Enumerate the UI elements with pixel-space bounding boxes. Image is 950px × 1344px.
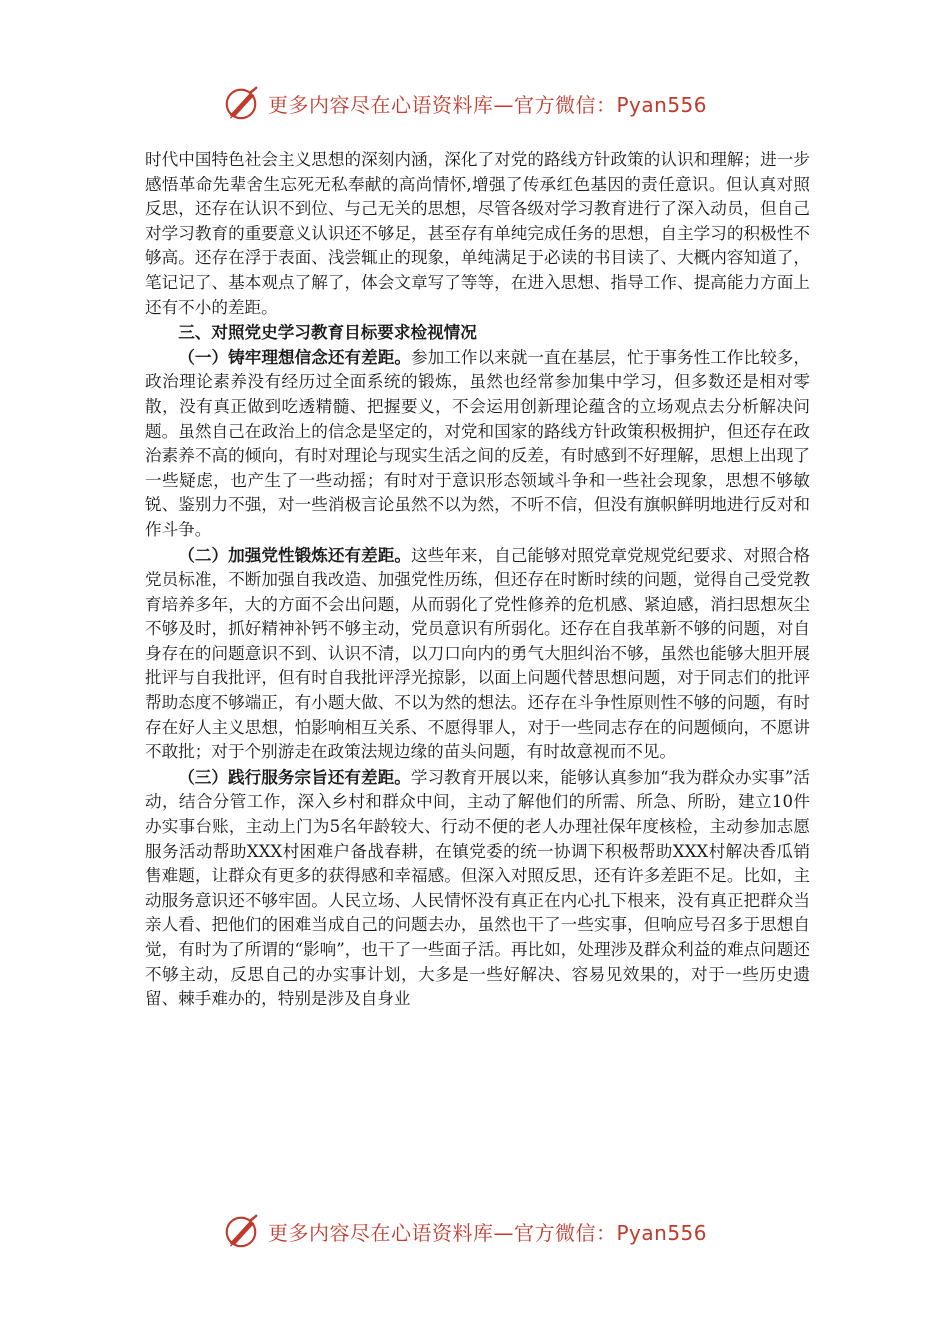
paragraph-party-spirit [145,543,810,765]
subheading-service: （三）践行服务宗旨还有差距。 [178,766,411,787]
paragraph-service-text: 学习教育开展以来，能够认真参加“我为群众办实事”活动，结合分管工作，深入乡村和群众中间，主动了解他们的所需、所急、所盼，建立10件办实事台账，主动上门为5名年龄较大、行动不便的老人办理社保年度核检，主动参加志愿服务活动帮助XXX村困难户备战春耕，在镇党委的统一协调下积极帮助XXX村解决香瓜销售难题，让群众有更多的获得感和幸福感。但深入对照反思，还有许多差距不足。比如，主动服务意识还不够牢固。人民立场、人民情怀没有真正在内心扎下根来，没有真正把群众当亲人看、把他们的困难当成自己的问题去办，虽然也干了一些实事，但响应号召多于思想自觉，有时为了所谓的“影响”，也干了一些面子活。再比如，处理涉及群众利益的难点问题还不够主动，反思自己的办实事计划，大多是一些好解决、容易见效果的，对于一些历史遗留、棘手难办的，特别是涉及自身业 [145,767,811,1009]
section-heading: 三、对照党史学习教育目标要求检视情况 [178,322,477,343]
header-banner [222,83,742,123]
paragraph-continuation: 时代中国特色社会主义思想的深刻内涵，深化了对党的路线方针政策的认识和理解；进一步感悟革命先辈舍生忘死无私奉献的高尚情怀,增强了传承红色基因的责任意识。但认真对照反思，还存在认识不到位、与己无关的思想，尽管各级对学习教育进行了深入动员，但自己对学习教育的重要意义认识还不够足，甚至存有单纯完成任务的思想，自主学习的积极性不够高。还存在浮于表面、浅尝辄止的现象，单纯满足于必读的书目读了、大概内容知道了，笔记记了、基本观点了解了，体会文章写了等等，在进入思想、指导工作、提高能力方面上还有不小的差距。 [145,150,810,317]
header-banner-text: 更多内容尽在心语资料库—官方微信：Pyan556 [268,92,708,117]
paragraph-faith [145,345,810,543]
document-body [145,148,810,1012]
subheading-party-spirit: （二）加强党性锻炼还有差距。 [178,544,411,565]
paragraph-service [145,765,810,1012]
pen-quill-logo-icon [222,1212,260,1250]
paragraph-faith-text: 参加工作以来就一直在基层，忙于事务性工作比较多，政治理论素养没有经历过全面系统的锻炼，虽然也经常参加集中学习，但多数还是相对零散，没有真正做到吃透精髓、把握要义，不会运用创新理论蕴含的立场观点去分析解决问题。虽然自己在政治上的信念是坚定的，对党和国家的路线方针政策积极拥护，但还存在政治素养不高的倾向，有时对理论与现实生活之间的反差，有时感到不好理解，思想上出现了一些疑虑，也产生了一些动摇；有时对于意识形态领域斗争和一些社会现象，思想不够敏锐、鉴别力不强，对一些消极言论虽然不以为然，不听不信，但没有旗帜鲜明地进行反对和作斗争。 [145,347,811,539]
subheading-faith: （一）铸牢理想信念还有差距。 [178,346,411,367]
pen-quill-logo-icon [222,84,260,122]
paragraph-party-spirit-text: 这些年来，自己能够对照党章党规党纪要求、对照合格党员标准，不断加强自我改造、加强党性历练，但还存在时断时续的问题，觉得自己受党教育培养多年，大的方面不会出问题，从而弱化了党性修养的危机感、紧迫感，消扫思想灰尘不够及时，抓好精神补钙不够主动，党员意识有所弱化。还存在自我革新不够的问题，对自身存在的问题意识不到、认识不清，以刀口向内的勇气大胆纠治不够，虽然也能够大胆开展批评与自我批评，但有时自我批评浮光掠影，以面上问题代替思想问题，对于同志们的批评帮助态度不够端正，有小题大做、不以为然的想法。还存在斗争性原则性不够的问题，有时存在好人主义思想，怕影响相互关系、不愿得罪人，对于一些同志存在的问题倾向，不愿讲不敢批；对于个别游走在政策法规边缘的苗头问题，有时故意视而不见。 [145,545,811,762]
footer-banner [222,1211,742,1251]
footer-banner-text: 更多内容尽在心语资料库—官方微信：Pyan556 [268,1220,708,1245]
